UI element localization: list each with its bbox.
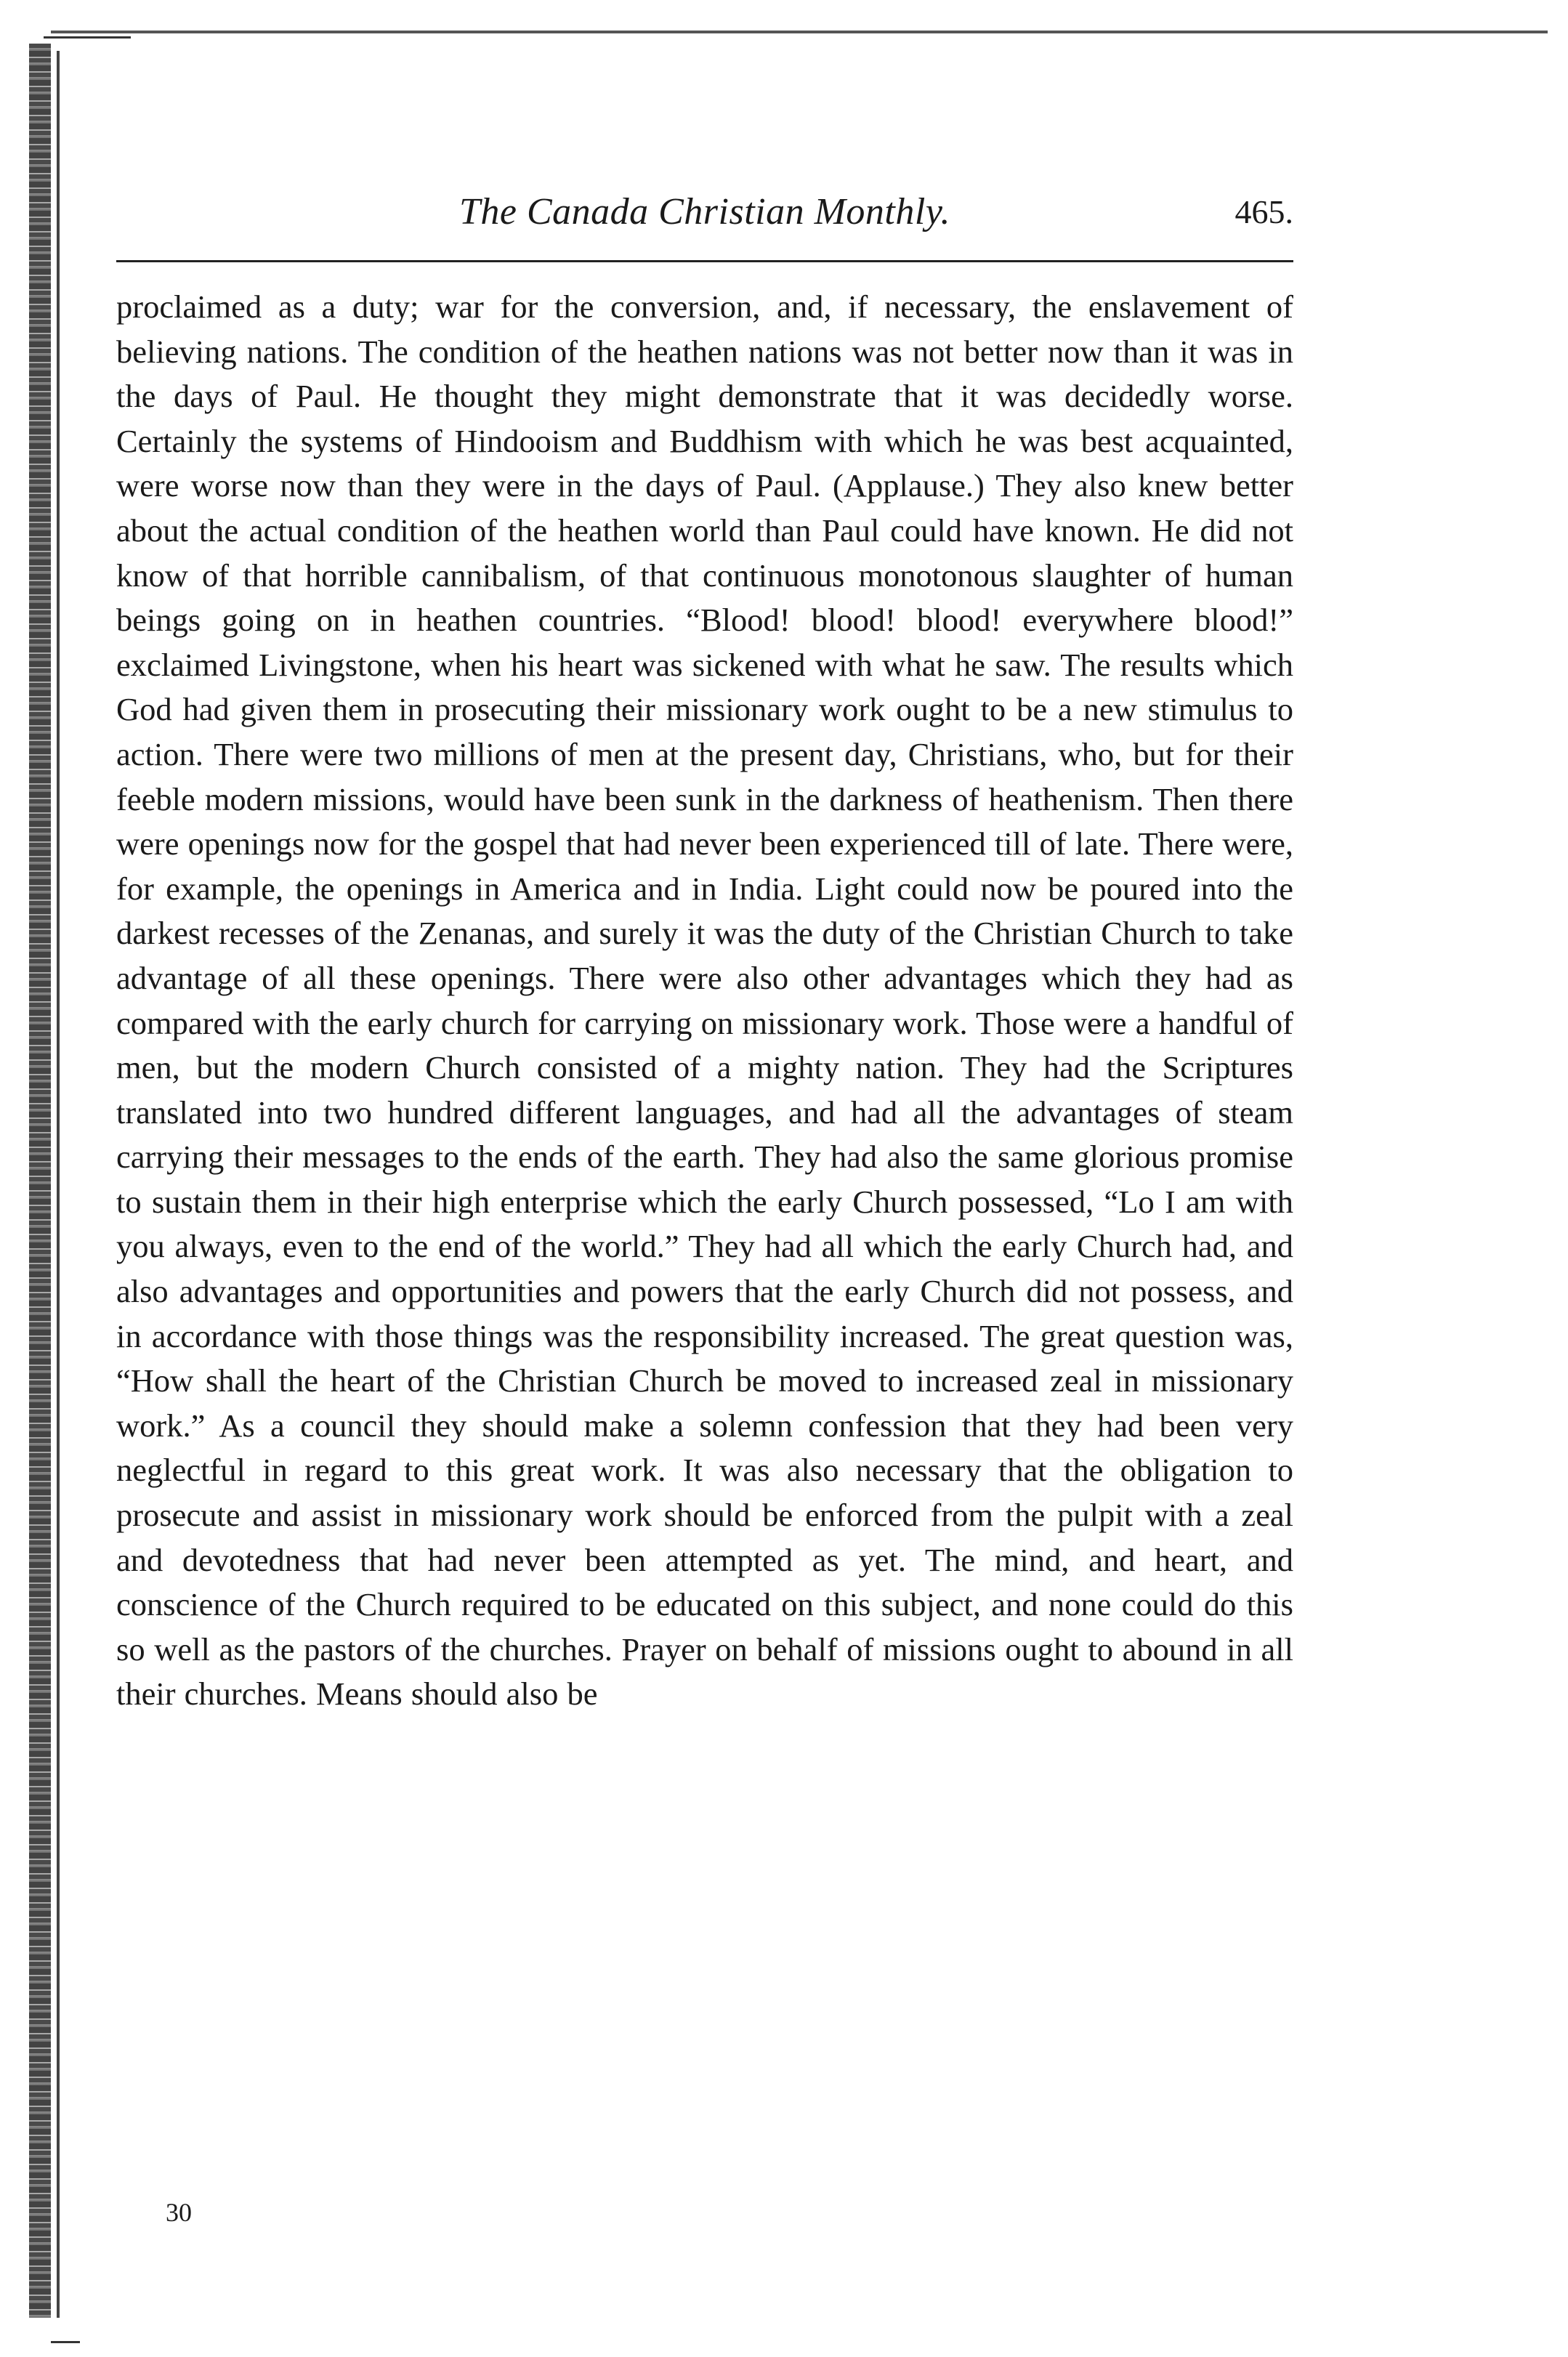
binding-edge-line [57,51,60,2318]
page-number: 465. [1234,193,1293,230]
header-rule [116,260,1293,262]
body-paragraph: proclaimed as a duty; war for the conversion, and, if necessary, the enslavement of believing nations. The condition of the heathen nations was not better now than it was in the days of Paul. He thought they might demonstrate that it was decidedly worse. Certainly the systems of Hindooism and Buddhism with which he was best acquainted, were worse now than they were in the days of Paul. (Applause.) They also knew better about the actual condition of the heathen world than Paul could have known. He did not know of that horrible cannibalism, of that continuous monotonous slaughter of human beings going on in heathen countries. “Blood! blood! blood! everywhere blood!” exclaimed Livingstone, when his heart was sickened with what he saw. The results which God had given them in prosecuting their missionary work ought to be a new stimulus to action. There were two millions of men at the present day, Christians, who, but for their feeble modern missions, would have been sunk in the darkness of heathenism. Then there were openings now for the gospel that had never been experienced till of late. There were, for example, the openings in America and in India. Light could now be poured into the darkest recesses of the Zenanas, and surely it was the duty of the Christian Church to take advantage of all these openings. There were also other advantages which they had as compared with the early church for carrying on missionary work. Those were a handful of men, but the modern Church consisted of a mighty nation. They had the Scriptures translated into two hundred different languages, and had all the advantages of steam carrying their messages to the ends of the earth. They had also the same glorious promise to sustain them in their high enterprise which the early Church possessed, “Lo I am with you always, even to the end of the world.” They had all which the early Church had, and also advantages and opportunities and powers that the early Church did not possess, and in accordance with those things was the responsibility increased. The great question was, “How shall the heart of the Christian Church be moved to increased zeal in missionary work.” As a council they should make a solemn confession that they had been very neglectful in regard to this great work. It was also necessary that the obligation to prosecute and assist in missionary work should be enforced from the pulpit with a zeal and devotedness that had never been attempted as yet. The mind, and heart, and conscience of the Church required to be educated on this subject, and none could do this so well as the pastors of the churches. Prayer on behalf of missions ought to abound in all their churches. Means should also be [116,288,1293,1713]
signature-mark: 30 [166,2198,192,2227]
running-title: The Canada Christian Monthly. [458,191,951,233]
bottom-border-mark [51,2341,80,2343]
page [116,0,1293,2357]
running-head [116,183,1293,241]
binding-edge [29,44,51,2318]
